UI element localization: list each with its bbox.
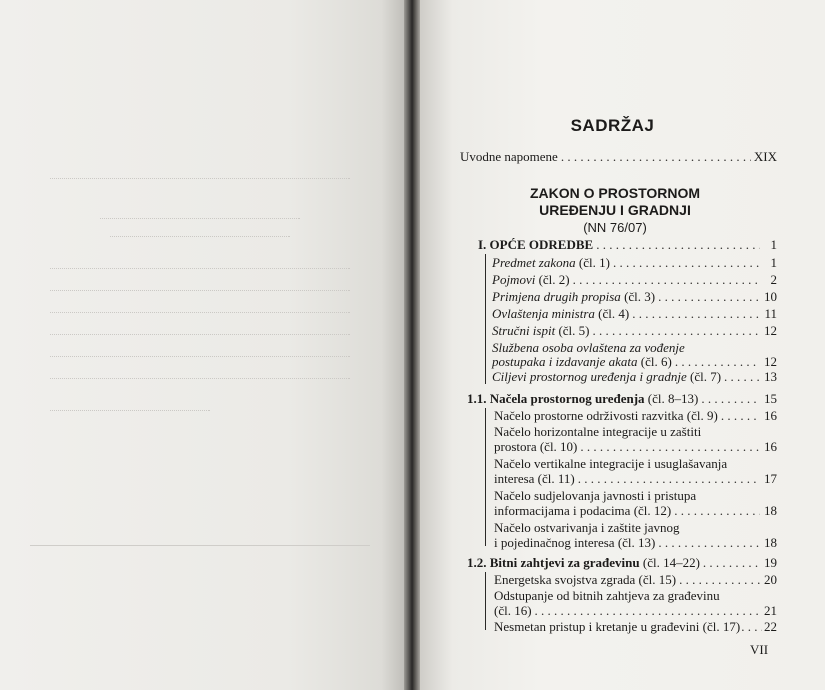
toc-entry: Nesmetan pristup i kretanje u građevini (čl. 17) . . . 22 bbox=[494, 619, 777, 634]
toc-chapter-1: I. OPĆE ODREDBE . . . 1 bbox=[478, 237, 777, 252]
toc-entry: Pojmovi (čl. 2) . . . 2 bbox=[492, 272, 777, 287]
toc-entry: Ovlaštenja ministra (čl. 4) . . . 11 bbox=[492, 306, 777, 321]
left-page bbox=[0, 0, 410, 690]
toc-entry: Načelo prostorne održivosti razvitka (čl. 9) . . . 16 bbox=[494, 408, 777, 423]
toc-entry-first-line: Načelo ostvarivanja i zaštite javnog bbox=[494, 520, 680, 535]
toc-entry: postupaka i izdavanje akata (čl. 6) . . . 12 bbox=[492, 354, 777, 369]
toc-entry-first-line: Odstupanje od bitnih zahtjeva za građevinu bbox=[494, 588, 720, 603]
section-rule bbox=[485, 572, 486, 630]
toc-entry-first-line: Načelo sudjelovanja javnosti i pristupa bbox=[494, 488, 697, 503]
toc-entry: prostora (čl. 10) . . . 16 bbox=[494, 439, 777, 454]
toc-entry-first-line: Službena osoba ovlaštena za vođenje bbox=[492, 340, 685, 355]
toc-entry-intro: Uvodne napomene . . . XIX bbox=[460, 149, 777, 164]
toc-entry: (čl. 16) . . . 21 bbox=[494, 603, 777, 618]
toc-entry: Primjena drugih propisa (čl. 3) . . . 10 bbox=[492, 289, 777, 304]
toc-section-1-2: 1.2. Bitni zahtjevi za građevinu (čl. 14–22) . . . 19 bbox=[467, 555, 777, 570]
page-number: VII bbox=[750, 642, 769, 657]
section-rule bbox=[485, 408, 486, 546]
toc-entry-first-line: Načelo horizontalne integracije u zaštiti bbox=[494, 424, 702, 439]
toc-entry: informacijama i podacima (čl. 12) . . . 18 bbox=[494, 503, 777, 518]
page-title: SADRŽAJ bbox=[570, 116, 655, 135]
toc-entry: i pojedinačnog interesa (čl. 13) . . . 18 bbox=[494, 535, 777, 550]
toc-entry: Energetska svojstva zgrada (čl. 15) . . . 20 bbox=[494, 572, 777, 587]
chapter-rule bbox=[485, 254, 486, 384]
toc-section-1-1: 1.1. Načela prostornog uređenja (čl. 8–13) . . . 15 bbox=[467, 391, 777, 406]
toc-entry: Predmet zakona (čl. 1) . . . 1 bbox=[492, 255, 777, 270]
table-of-contents bbox=[440, 0, 785, 690]
toc-entry: Ciljevi prostornog uređenja i gradnje (čl. 7) . . . 13 bbox=[492, 369, 777, 384]
toc-entry: Stručni ispit (čl. 5) . . . 12 bbox=[492, 323, 777, 338]
law-heading: ZAKON O PROSTORNOM UREĐENJU I GRADNJI (NN 76/07) bbox=[529, 185, 701, 235]
toc-entry-first-line: Načelo vertikalne integracije i usuglašavanja bbox=[494, 456, 728, 471]
toc-entry: interesa (čl. 11) . . . 17 bbox=[494, 471, 777, 486]
bleed-through-text bbox=[0, 0, 410, 690]
